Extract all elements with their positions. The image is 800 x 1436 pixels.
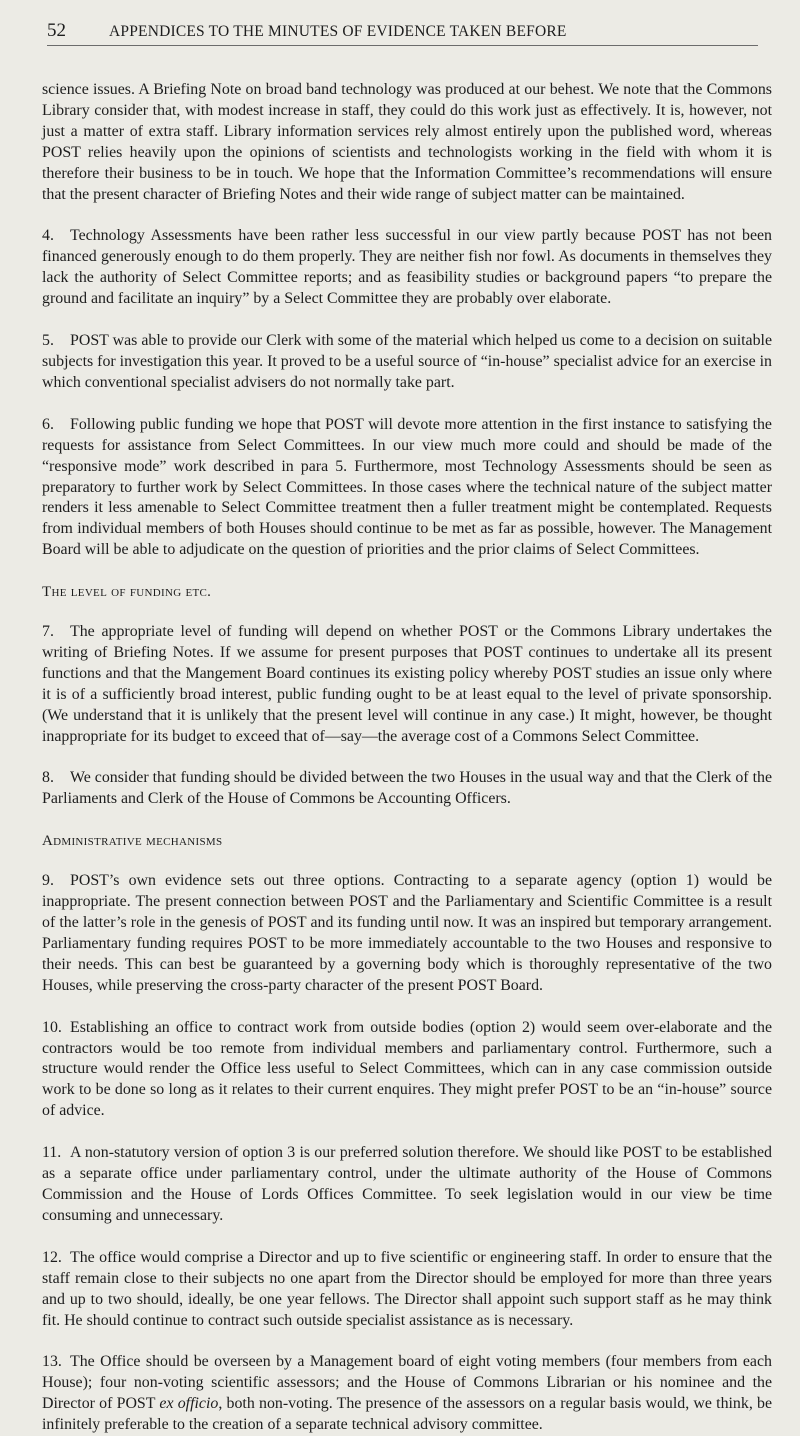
paragraph-number: 13. (42, 1353, 62, 1371)
paragraph-text: POST’s own evidence sets out three options. Contracting to a separate agency (option 1) would be inappropriate. The present connection between POST and the Parliamentary and Scientific Committee is a result of the latter’s role in the genesis of POST and its funding until now. It was an inspired but temporary arrangement. Parliamentary funding requires POST to be more immediately accountable to the two Houses and responsive to their needs. This can best be guaranteed by a governing body which is thoroughly representative of the two Houses, while preserving the cross-party character of the present POST Board. (42, 872, 772, 994)
paragraph-number: 9. (42, 872, 54, 890)
intro-paragraph: science issues. A Briefing Note on broad band technology was produced at our behest. We note that the Commons Library consider that, with modest increase in staff, they could do this work just as effectively. It is, however, not just a matter of extra staff. Library information services rely almost entirely upon the published word, whereas POST relies heavily upon the opinions of scientists and technologists working in the field with whom it is therefore their business to be in touch. We hope that the Information Committee’s recommendations will ensure that the present character of Briefing Notes and their wide range of subject matter can be maintained. (42, 81, 772, 203)
document-body (42, 80, 772, 1436)
paragraph-text: We consider that funding should be divided between the two Houses in the usual way and that the Clerk of the Parliaments and Clerk of the House of Commons be Accounting Officers. (42, 769, 772, 808)
paragraph-4 (42, 226, 772, 310)
paragraph-number: 12. (42, 1248, 62, 1266)
paragraph-number: 11. (42, 1144, 62, 1162)
paragraph-number: 4. (42, 227, 54, 245)
paragraph-text: The office would comprise a Director and up to five scientific or engineering staff. In order to ensure that the staff remain close to their subjects no one apart from the Director should be employed for more than three years and up to two should, ideally, be one year fellows. The Director shall appoint such support staff as he may think fit. He should continue to contract such outside specialist assistance as is necessary. (42, 1248, 772, 1329)
paragraph-text: The Office should be overseen by a Management board of eight voting members (four members from each House); four non-voting scientific assessors; and the House of Commons Librarian or his nominee and the Director of POST (42, 1353, 772, 1413)
paragraph-11 (42, 1143, 772, 1227)
paragraph-text: POST was able to provide our Clerk with some of the material which helped us come to a decision on suitable subjects for investigation this year. It proved to be a useful source of “in-house” specialist advice for an exercise in which conventional specialist advisers do not normally take part. (42, 332, 772, 391)
italic-term: ex officio (159, 1395, 219, 1413)
section-heading-administrative: Administrative mechanisms (42, 833, 223, 850)
paragraph-number: 5. (42, 332, 54, 350)
paragraph-number: 7. (42, 623, 54, 641)
paragraph-number: 6. (42, 415, 54, 433)
section-heading-funding: The level of funding etc. (42, 584, 212, 601)
paragraph-13 (42, 1352, 772, 1436)
paragraph-text: Following public funding we hope that POST will devote more attention in the first instance to satisfying the requests for assistance from Select Committees. In our view much more could and should be made of the “responsive mode” work described in para 5. Furthermore, most Technology Assessments should be seen as preparatory to further work by Select Committees. In those cases where the technical nature of the subject matter renders it less amenable to Select Committee treatment then a fuller treatment might be contemplated. Requests from individual members of both Houses should continue to be met as far as possible, however. The Management Board will be able to adjudicate on the question of priorities and the prior claims of Select Committees. (42, 415, 772, 559)
running-header (47, 20, 758, 46)
page-number: 52 (47, 20, 66, 41)
paragraph-text: A non-statutory version of option 3 is our preferred solution therefore. We should like POST to be established as a separate office under parliamentary control, under the ultimate authority of the House of Commons Commission and the House of Lords Offices Committee. To seek legislation would in our view be time consuming and unnecessary. (42, 1144, 772, 1224)
paragraph-7 (42, 622, 772, 747)
paragraph-text: The appropriate level of funding will depend on whether POST or the Commons Library undertakes the writing of Briefing Notes. If we assume for present purposes that POST continues to undertake all its present functions and that the Mangement Board continues its existing policy whereby POST studies an issue only where it is of a sufficiently broad interest, public funding ought to be at least equal to the level of private sponsorship. (We understand that it is unlikely that the present level will continue in any case.) It might, however, be thought inappropriate for its budget to exceed that of—say—the average cost of a Commons Select Committee. (42, 623, 772, 745)
paragraph-number: 10. (42, 1018, 62, 1036)
paragraph-text-continued: , both non-voting. The presence of the assessors on a regular basis would, we think, be infinitely preferable to the creation of a separate technical advisory committee. (42, 1395, 773, 1434)
paragraph-8 (42, 768, 772, 810)
running-title: APPENDICES TO THE MINUTES OF EVIDENCE TAKEN BEFORE (109, 23, 567, 40)
paragraph-5 (42, 331, 772, 394)
paragraph-text: Technology Assessments have been rather less successful in our view partly because POST has not been financed generously enough to do them properly. They are neither fish nor fowl. As documents in themselves they lack the authority of Select Committee reports; and as feasibility studies or background papers “to prepare the ground and facilitate an inquiry” by a Select Committee they are probably over elaborate. (42, 227, 772, 308)
paragraph-6 (42, 415, 772, 561)
paragraph-9 (42, 871, 772, 996)
paragraph-12 (42, 1248, 772, 1332)
paragraph-text: Establishing an office to contract work from outside bodies (option 2) would seem over-elaborate and the contractors would be too remote from individual members and parliamentary control. Furthermore, such a structure would render the Office less useful to Select Committees, which can in any case commission outside work to be done so long as it relates to their current enquires. They might prefer POST to be an “in-house” source of advice. (42, 1018, 772, 1120)
paragraph-10 (42, 1018, 772, 1123)
paragraph-number: 8. (42, 769, 54, 787)
